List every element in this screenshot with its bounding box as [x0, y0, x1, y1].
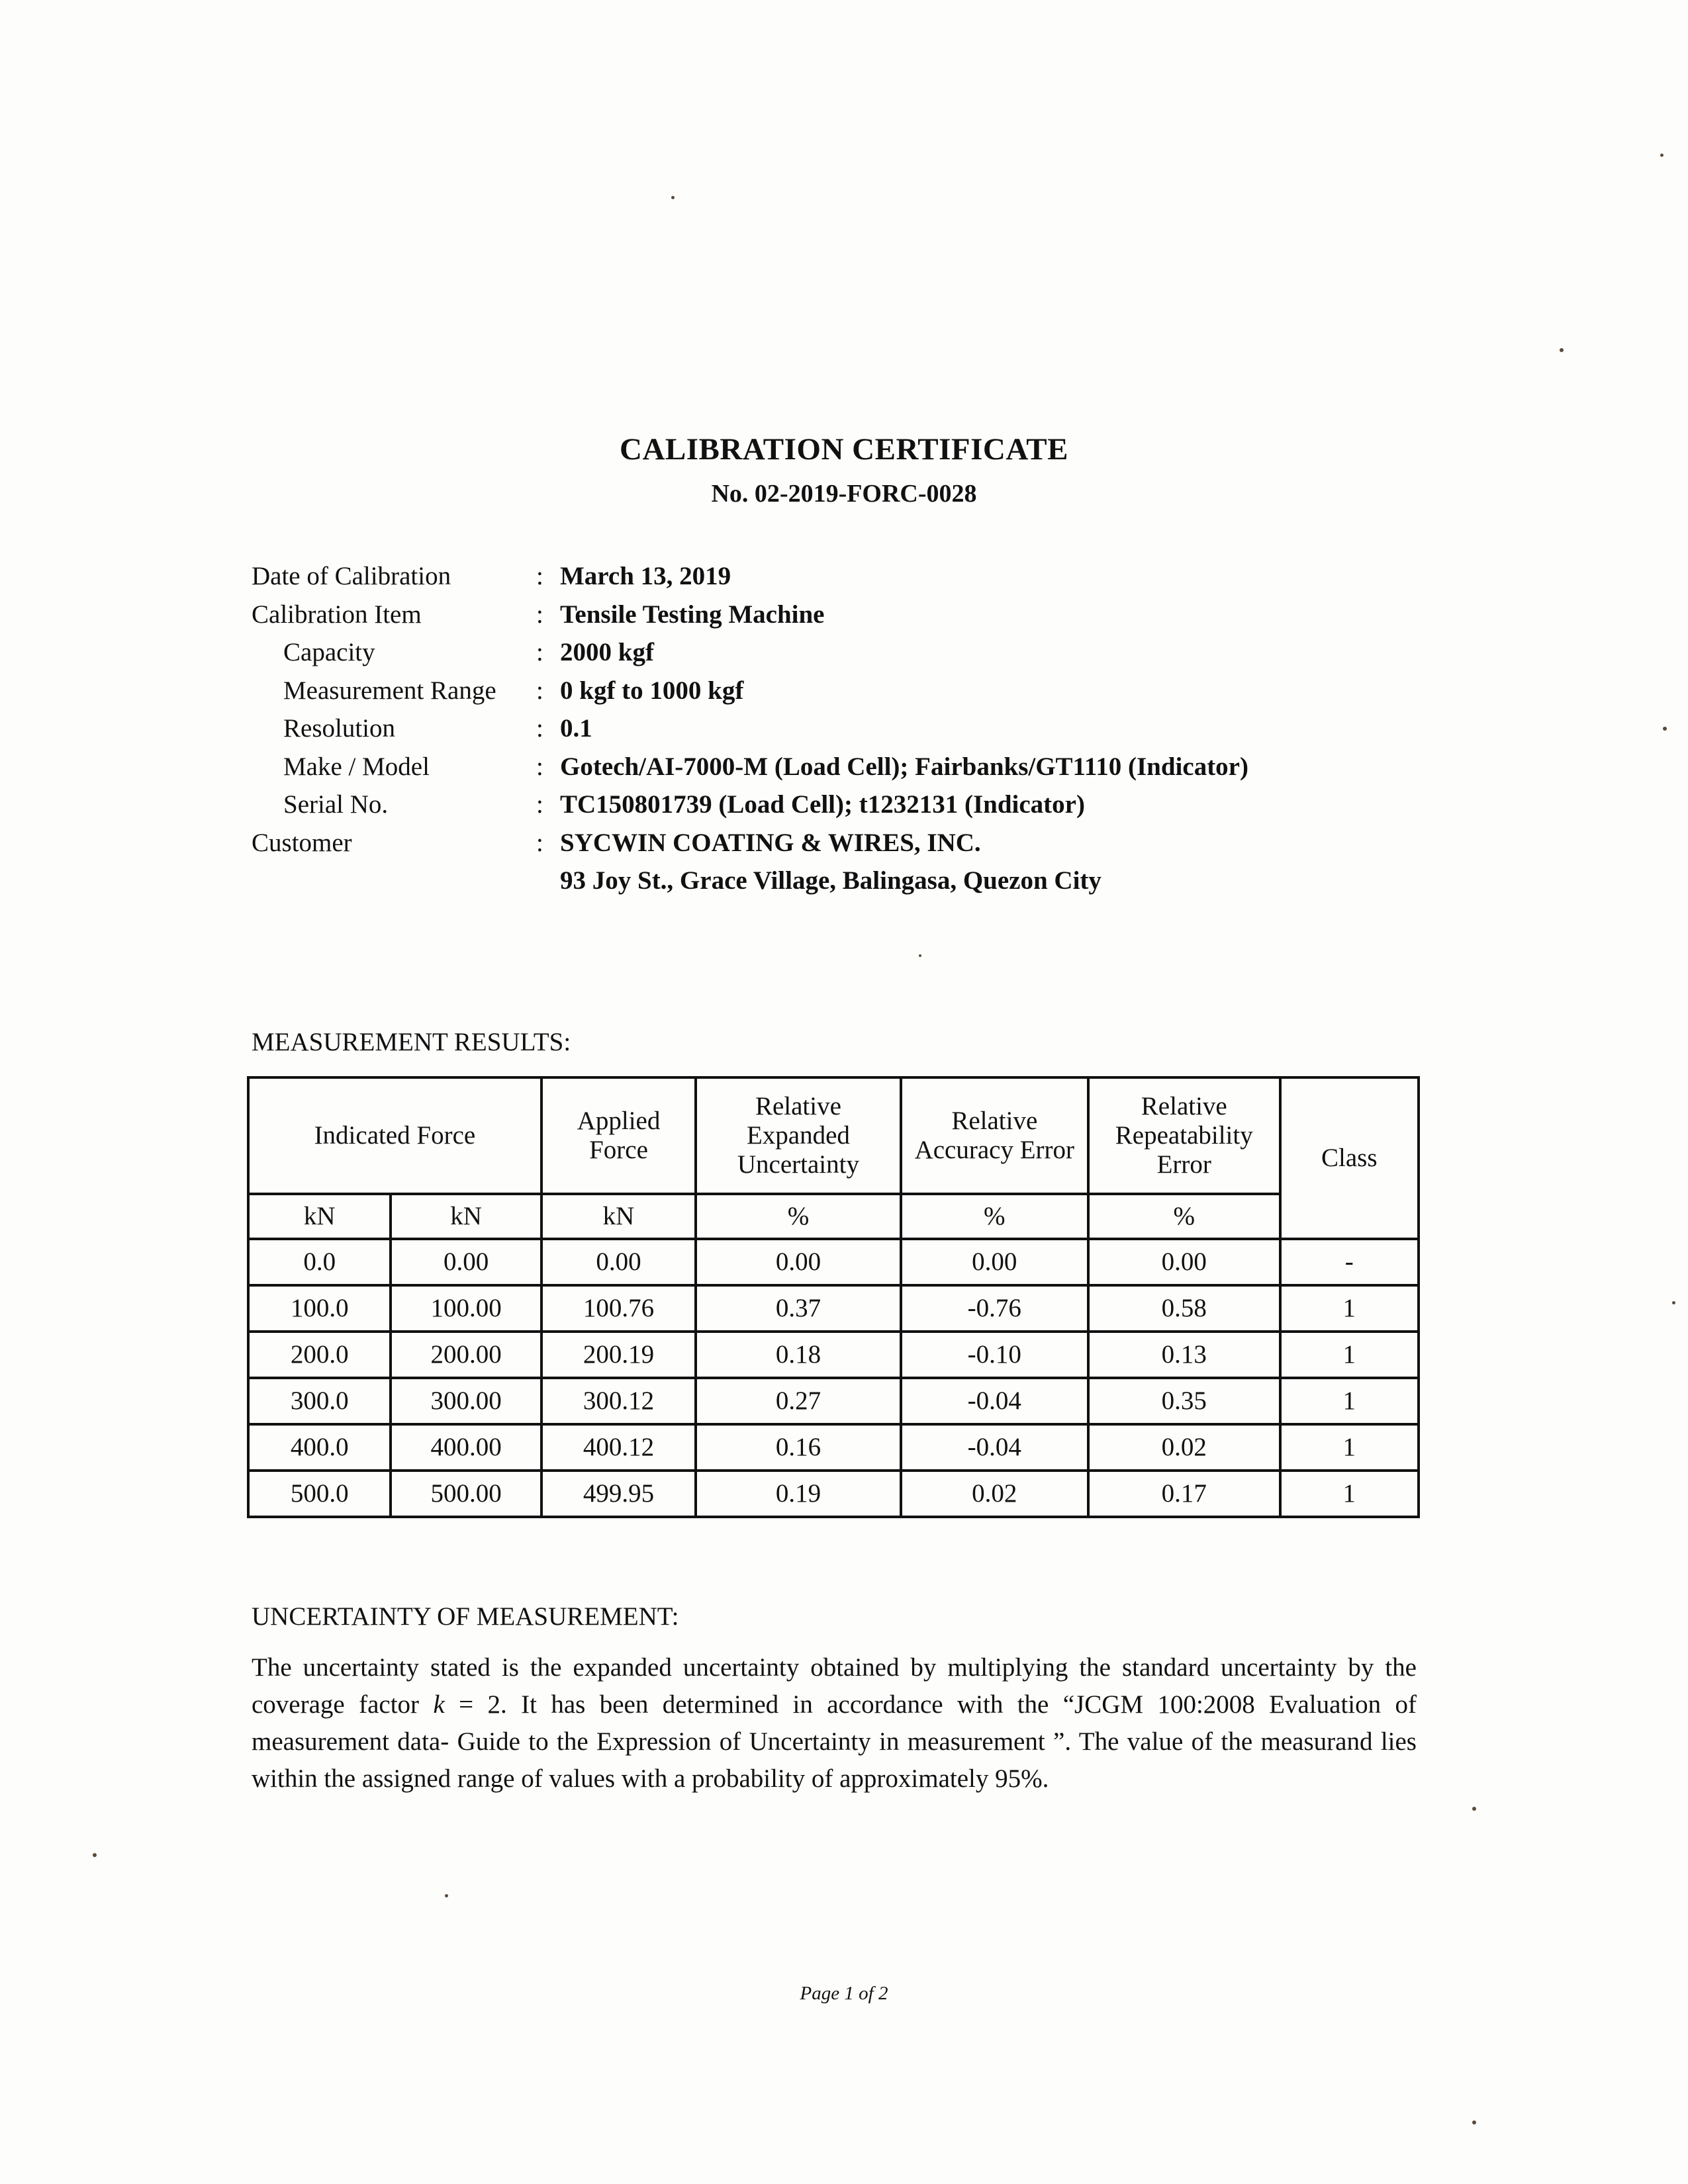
make-value: Gotech/AI-7000-M (Load Cell); Fairbanks/GT1110 (Indicator): [560, 752, 1248, 781]
table-cell: 0.00: [391, 1239, 541, 1285]
table-cell: 400.0: [248, 1424, 391, 1471]
table-cell: 0.00: [541, 1239, 696, 1285]
info-row-capacity: [252, 633, 1248, 672]
certificate-title: CALIBRATION CERTIFICATE: [620, 432, 1068, 467]
table-cell: 200.0: [248, 1332, 391, 1378]
table-cell: 0.16: [696, 1424, 900, 1471]
separator: :: [536, 600, 543, 629]
separator: :: [536, 790, 543, 819]
table-cell: -0.04: [901, 1378, 1088, 1424]
table-cell: 0.00: [696, 1239, 900, 1285]
separator: :: [536, 714, 543, 743]
table-cell: 0.0: [248, 1239, 391, 1285]
date-value: March 13, 2019: [560, 562, 731, 591]
info-row-range: [252, 672, 1248, 710]
info-row-make: [252, 748, 1248, 786]
scan-speck: [1672, 1301, 1675, 1304]
table-cell: 200.00: [391, 1332, 541, 1378]
table-cell: 0.18: [696, 1332, 900, 1378]
table-cell: 1: [1280, 1424, 1419, 1471]
resolution-label: Resolution: [283, 714, 396, 743]
table-cell: -0.04: [901, 1424, 1088, 1471]
table-cell: 0.00: [1088, 1239, 1280, 1285]
table-cell: 0.19: [696, 1471, 900, 1517]
table-cell: 0.27: [696, 1378, 900, 1424]
header-relative-repeatability-error: Relative Repeatability Error: [1088, 1077, 1280, 1194]
info-row-item: [252, 596, 1248, 634]
unit-cell: %: [696, 1194, 900, 1239]
unit-cell: %: [901, 1194, 1088, 1239]
resolution-value: 0.1: [560, 714, 592, 743]
measurement-results-table: [247, 1076, 1420, 1518]
table-cell: 0.02: [1088, 1424, 1280, 1471]
serial-label: Serial No.: [283, 790, 389, 819]
header-class: Class: [1280, 1077, 1419, 1239]
range-label: Measurement Range: [283, 676, 496, 705]
table-cell: 1: [1280, 1378, 1419, 1424]
measurement-results-heading: MEASUREMENT RESULTS:: [252, 1028, 571, 1056]
table-row: [248, 1424, 1419, 1471]
info-row-customer: [252, 824, 1248, 862]
separator: :: [536, 638, 543, 667]
customer-label: Customer: [252, 828, 352, 857]
capacity-value: 2000 kgf: [560, 638, 654, 667]
table-row: [248, 1285, 1419, 1332]
range-value: 0 kgf to 1000 kgf: [560, 676, 744, 705]
table-cell: 300.12: [541, 1378, 696, 1424]
table-cell: -0.76: [901, 1285, 1088, 1332]
separator: :: [536, 562, 543, 591]
table-cell: 0.17: [1088, 1471, 1280, 1517]
uncertainty-heading: UNCERTAINTY OF MEASUREMENT:: [252, 1602, 679, 1631]
item-label: Calibration Item: [252, 600, 422, 629]
date-label: Date of Calibration: [252, 562, 451, 591]
table-header-row: [248, 1077, 1419, 1194]
table-cell: 200.19: [541, 1332, 696, 1378]
separator: :: [536, 752, 543, 781]
table-cell: 500.0: [248, 1471, 391, 1517]
scan-speck: [1472, 2120, 1476, 2124]
info-row-serial: [252, 786, 1248, 824]
table-units-row: [248, 1194, 1419, 1239]
table-cell: -: [1280, 1239, 1419, 1285]
info-row-date: [252, 557, 1248, 596]
table-row: [248, 1239, 1419, 1285]
table-cell: 300.0: [248, 1378, 391, 1424]
scan-speck: [445, 1894, 448, 1897]
unit-cell: kN: [391, 1194, 541, 1239]
table-cell: 400.12: [541, 1424, 696, 1471]
table-cell: 1: [1280, 1285, 1419, 1332]
table-cell: 1: [1280, 1471, 1419, 1517]
table-cell: -0.10: [901, 1332, 1088, 1378]
separator: :: [536, 676, 543, 705]
item-value: Tensile Testing Machine: [560, 600, 825, 629]
uncertainty-paragraph: The uncertainty stated is the expanded uncertainty obtained by multiplying the standard uncertainty by the coverage factor k = 2. It has been determined in accordance with the “JCGM 100:2008 Evaluation of measurement data- Guide to the Expression of Uncertainty in measurement ”. The value of the measurand lies within the assigned range of values with a probability of approximately 95%.: [252, 1653, 1417, 1793]
scan-speck: [1663, 727, 1667, 731]
table-cell: 0.02: [901, 1471, 1088, 1517]
scan-speck: [1560, 348, 1564, 352]
serial-value: TC150801739 (Load Cell); t1232131 (Indicator): [560, 790, 1085, 819]
table-cell: 400.00: [391, 1424, 541, 1471]
scan-speck: [919, 954, 921, 957]
make-label: Make / Model: [283, 752, 430, 781]
table-cell: 499.95: [541, 1471, 696, 1517]
table-cell: 500.00: [391, 1471, 541, 1517]
table-cell: 0.35: [1088, 1378, 1280, 1424]
table-row: [248, 1471, 1419, 1517]
info-row-resolution: [252, 709, 1248, 748]
scan-speck: [93, 1853, 97, 1857]
capacity-label: Capacity: [283, 638, 375, 667]
certificate-info: [252, 557, 1248, 900]
table-cell: 0.58: [1088, 1285, 1280, 1332]
customer-name: SYCWIN COATING & WIRES, INC.: [560, 828, 981, 857]
header-applied-force: Applied Force: [541, 1077, 696, 1194]
table-row: [248, 1332, 1419, 1378]
certificate-number: No. 02-2019-FORC-0028: [711, 480, 977, 508]
table-row: [248, 1378, 1419, 1424]
info-row-address: [252, 862, 1248, 900]
scan-speck: [671, 196, 675, 199]
unit-cell: %: [1088, 1194, 1280, 1239]
header-indicated-force: Indicated Force: [248, 1077, 541, 1194]
table-cell: 300.00: [391, 1378, 541, 1424]
table-cell: 1: [1280, 1332, 1419, 1378]
header-relative-expanded-uncertainty: Relative Expanded Uncertainty: [696, 1077, 900, 1194]
table-cell: 100.76: [541, 1285, 696, 1332]
table-cell: 0.13: [1088, 1332, 1280, 1378]
unit-cell: kN: [248, 1194, 391, 1239]
table-cell: 100.0: [248, 1285, 391, 1332]
coverage-factor-symbol: k: [433, 1690, 445, 1719]
scan-speck: [1472, 1807, 1476, 1811]
unit-cell: kN: [541, 1194, 696, 1239]
header-relative-accuracy-error: Relative Accuracy Error: [901, 1077, 1088, 1194]
page-footer: Page 1 of 2: [800, 1983, 888, 2004]
customer-address: 93 Joy St., Grace Village, Balingasa, Quezon City: [560, 866, 1102, 895]
table-cell: 100.00: [391, 1285, 541, 1332]
scan-speck: [1660, 154, 1664, 157]
separator: :: [536, 828, 543, 857]
table-cell: 0.00: [901, 1239, 1088, 1285]
table-cell: 0.37: [696, 1285, 900, 1332]
